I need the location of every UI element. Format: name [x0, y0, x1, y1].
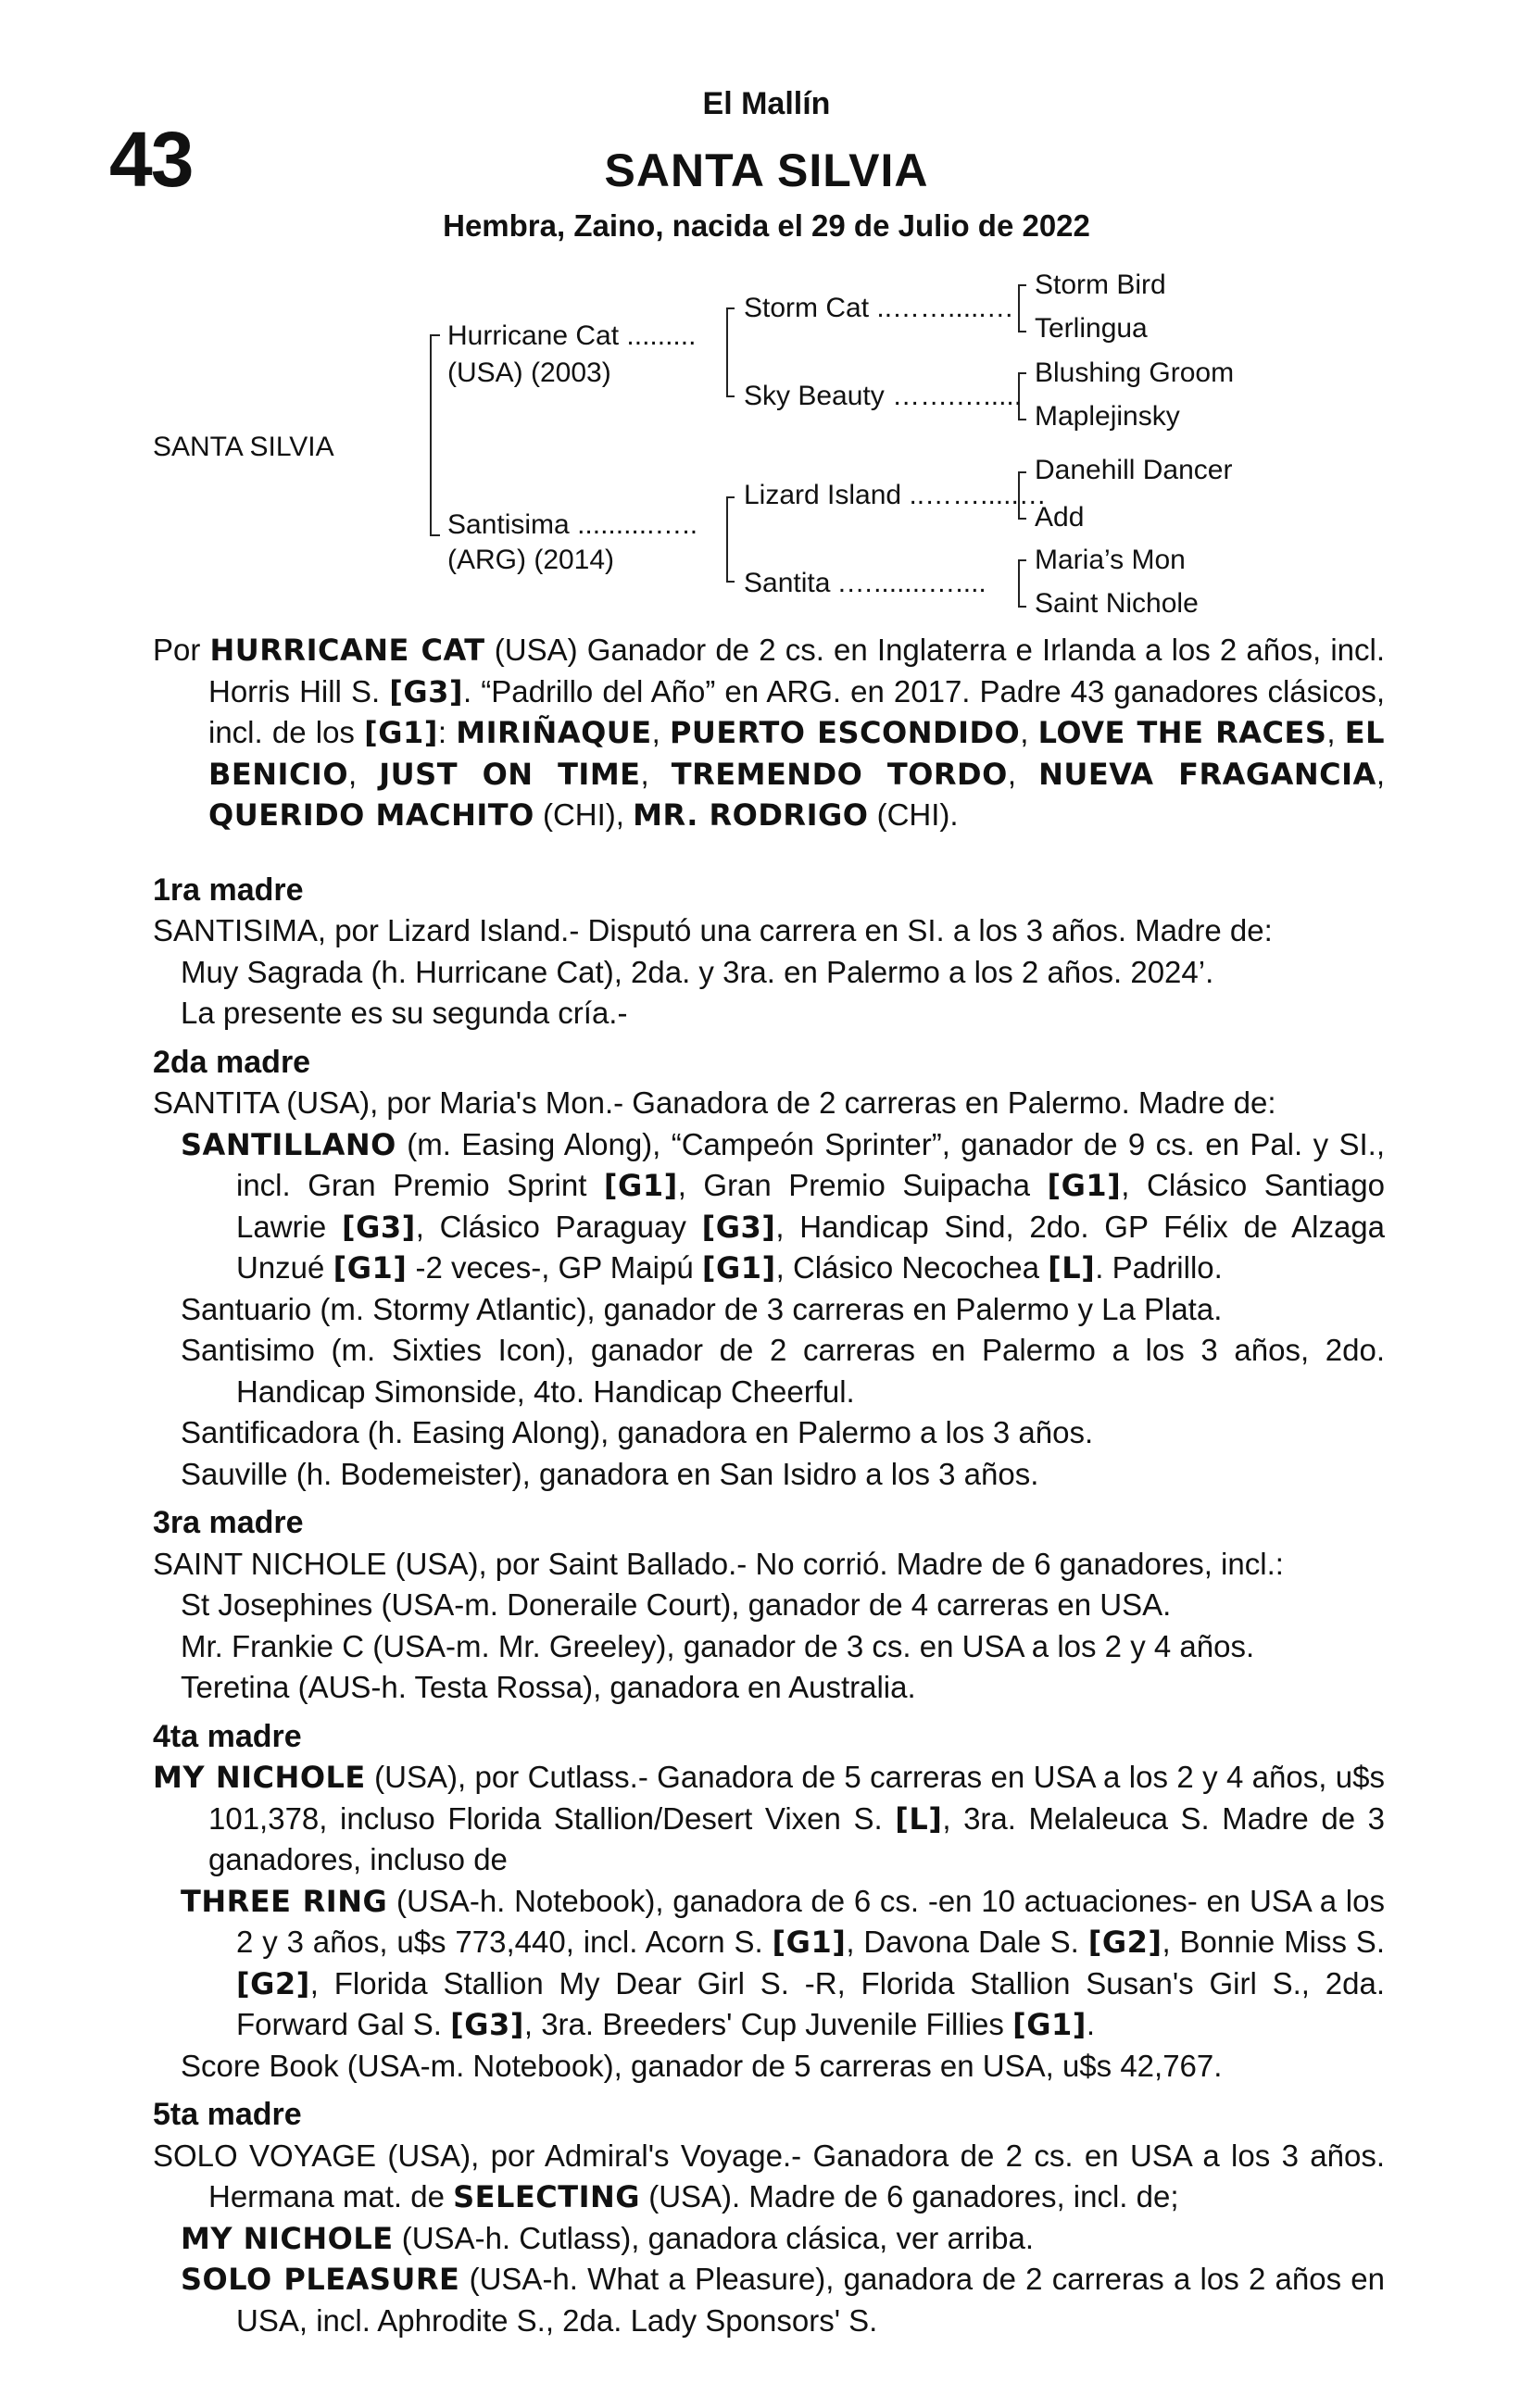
m2-intro: SANTITA (USA), por Maria's Mon.- Ganadora de 2 carreras en Palermo. Madre de: [153, 1085, 1276, 1120]
pedigree-subject: SANTA SILVIA [153, 432, 334, 462]
horse-name: SANTA SILVIA [604, 144, 929, 196]
m2-offspring: Sauville (h. Bodemeister), ganadora en San Isidro a los 3 años. [181, 1456, 1039, 1491]
m2-offspring: Santisimo (m. Sixties Icon), ganador de 2 carreras en Palermo a los 3 años, 2do. Handicap Simonside, 4to. Handicap Cheerful. [181, 1333, 1385, 1409]
m4-three-ring: THREE RING (USA-h. Notebook), ganadora de 6 cs. -en 10 actuaciones- en USA a los 2 y 3 años, u$s 773,440, incl. Acorn S. [G1], Davona Dale S. [G2], Bonnie Miss S. [G2], Florida Stallion My Dear Girl S. -R, Florida Stallion Susan's Girl S., 2da. Forward Gal S. [G3], 3ra. Breeders' Cup Juvenile Fillies [G1]. [181, 1883, 1385, 2042]
sire-paragraph: Por HURRICANE CAT (USA) Ganador de 2 cs. en Inglaterra e Irlanda a los 2 años, incl. Horris Hill S. [G3]. “Padrillo del Año” en ARG. en 2017. Padre 43 ganadores clásicos, incl. de los [G1]: MIRIÑAQUE, PUERTO ESCONDIDO, LOVE THE RACES, EL BENICIO, JUST ON TIME, TREMENDO TORDO, NUEVA FRAGANCIA, QUERIDO MACHITO (CHI), MR. RODRIGO (CHI). [153, 633, 1385, 833]
horse-description: Hembra, Zaino, nacida el 29 de Julio de 2022 [443, 207, 1090, 243]
heading-2da-madre: 2da madre [153, 1044, 311, 1080]
m3-offspring: St Josephines (USA-m. Doneraile Court), ganador de 4 carreras en USA. [181, 1587, 1172, 1622]
m1-line: La presente es su segunda cría.- [181, 996, 628, 1030]
m3-intro: SAINT NICHOLE (USA), por Saint Ballado.- No corrió. Madre de 6 ganadores, incl.: [153, 1546, 1284, 1581]
m2-offspring: Santuario (m. Stormy Atlantic), ganador de 3 carreras en Palermo y La Plata. [181, 1291, 1223, 1326]
pedigree-dam-sire: Lizard Island ..…….....… [744, 480, 1047, 510]
pedigree-g3-8: Saint Nichole [1035, 588, 1199, 619]
pedigree-dam-dam: Santita .….......….... [744, 568, 986, 598]
m2-santillano: SANTILLANO (m. Easing Along), “Campeón Sprinter”, ganador de 9 cs. en Pal. y SI., incl. Gran Premio Sprint [G1], Gran Premio Suipacha [G1], Clásico Santiago Lawrie [G3], Clásico Paraguay [G3], Handicap Sind, 2do. GP Félix de Alzaga Unzué [G1] -2 veces-, GP Maipú [G1], Clásico Necochea [L]. Padrillo. [181, 1126, 1386, 1286]
bracket-dam [727, 497, 735, 582]
bracket-sire [727, 308, 735, 396]
bracket-g2-1 [1019, 285, 1026, 332]
m1-line: Muy Sagrada (h. Hurricane Cat), 2da. y 3ra. en Palermo a los 2 años. 2024’. [181, 954, 1214, 989]
m5-my-nichole: MY NICHOLE (USA-h. Cutlass), ganadora clásica, ver arriba. [181, 2220, 1034, 2256]
pedigree-sire-sire: Storm Cat ..…….....… [744, 293, 1014, 323]
m3-offspring: Teretina (AUS-h. Testa Rossa), ganadora en Australia. [181, 1670, 916, 1704]
pedigree-g3-3: Blushing Groom [1035, 357, 1235, 388]
m4-intro: MY NICHOLE (USA), por Cutlass.- Ganadora de 5 carreras en USA a los 2 y 4 años, u$s 101,378, incluso Florida Stallion/Desert Vixen S. [L], 3ra. Melaleuca S. Madre de 3 ganadores, incluso de [153, 1760, 1385, 1876]
pedigree-sire: Hurricane Cat ......... [447, 320, 697, 351]
heading-3ra-madre: 3ra madre [153, 1505, 304, 1540]
lot-number: 43 [109, 116, 193, 203]
pedigree-dam: Santisima ..........….. [447, 509, 698, 540]
pedigree-g3-1: Storm Bird [1035, 270, 1166, 300]
catalog-body [153, 630, 1385, 2341]
bracket-subject [431, 335, 440, 535]
m1-intro: SANTISIMA, por Lizard Island.- Disputó una carrera en SI. a los 3 años. Madre de: [153, 913, 1273, 947]
m3-offspring: Mr. Frankie C (USA-m. Mr. Greeley), ganador de 3 cs. en USA a los 2 y 4 años. [181, 1628, 1255, 1663]
pedigree-g3-6: Add [1035, 502, 1085, 533]
bracket-g2-4 [1019, 560, 1026, 607]
m4-offspring: Score Book (USA-m. Notebook), ganador de 5 carreras en USA, u$s 42,767. [181, 2048, 1223, 2083]
farm-name: El Mallín [702, 86, 831, 121]
pedigree-g3-4: Maplejinsky [1035, 401, 1180, 432]
m5-solo-pleasure: SOLO PLEASURE (USA-h. What a Pleasure), ganadora de 2 carreras a los 2 años en USA, incl. Aphrodite S., 2da. Lady Sponsors' S. [181, 2262, 1385, 2338]
heading-5ta-madre: 5ta madre [153, 2097, 302, 2132]
pedigree-sire-origin: (USA) (2003) [447, 357, 611, 388]
m5-intro: SOLO VOYAGE (USA), por Admiral's Voyage.- Ganadora de 2 cs. en USA a los 3 años. Hermana mat. de SELECTING (USA). Madre de 6 ganadores, incl. de; [153, 2138, 1385, 2214]
heading-1ra-madre: 1ra madre [153, 872, 304, 908]
heading-4ta-madre: 4ta madre [153, 1718, 302, 1754]
bracket-g2-3 [1019, 472, 1026, 519]
pedigree-g3-5: Danehill Dancer [1035, 455, 1233, 485]
page-header [0, 85, 1533, 243]
bracket-g2-2 [1019, 373, 1026, 420]
pedigree-g3-2: Terlingua [1035, 313, 1148, 344]
pedigree-dam-origin: (ARG) (2014) [447, 545, 615, 575]
pedigree-g3-7: Maria’s Mon [1035, 545, 1186, 575]
m2-offspring: Santificadora (h. Easing Along), ganadora en Palermo a los 3 años. [181, 1415, 1094, 1449]
pedigree-sire-dam: Sky Beauty …….…..... [744, 381, 1023, 411]
